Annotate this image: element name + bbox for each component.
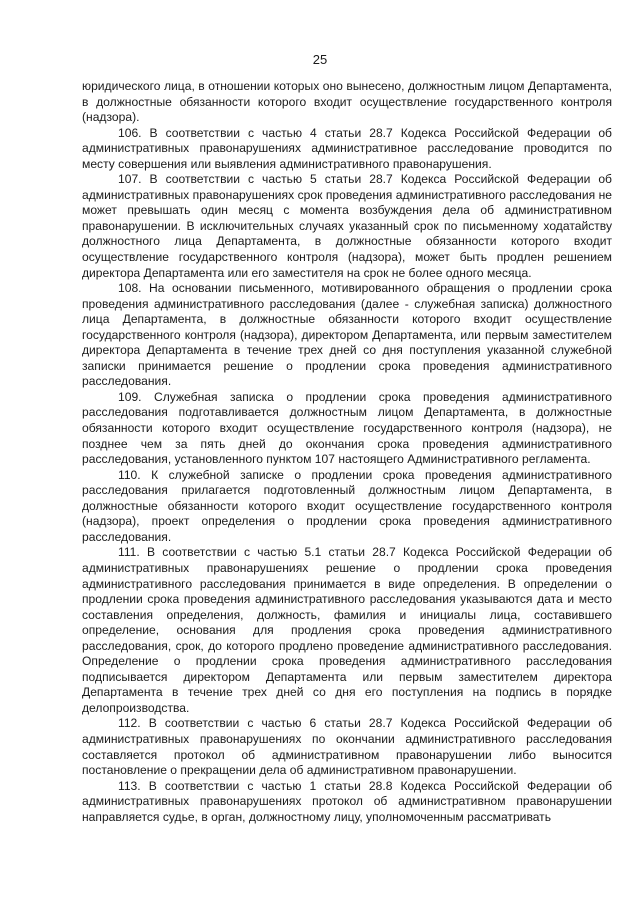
paragraph-109: 109. Служебная записка о продлении срока проведения административного расследования подготавливается должностным лицом Департамента, в должностные обязанности которого входит осуществление государственного контроля (надзора), не позднее чем за пять дней до окончания срока проведения административного расследования, установленного пунктом 107 настоящего Административного регламента. — [82, 389, 612, 467]
paragraph-108: 108. На основании письменного, мотивированного обращения о продлении срока проведения административного расследования (далее - служебная записка) должностного лица Департамента, в должностные обязанности которого входит осуществление государственного контроля (надзора), директором Департамента, или первым заместителем директора Департамента в течение трех дней со дня поступления указанной служебной записки принимается решение о продлении срока проведения административного расследования. — [82, 281, 612, 389]
paragraph-112: 112. В соответствии с частью 6 статьи 28.7 Кодекса Российской Федерации об административных правонарушениях по окончании административного расследования составляется протокол об административном правонарушении либо выносится постановление о прекращении дела об административном правонарушении. — [82, 716, 612, 778]
paragraph-107: 107. В соответствии с частью 5 статьи 28.7 Кодекса Российской Федерации об административных правонарушениях срок проведения административного расследования не может превышать один месяц с момента возбуждения дела об административном правонарушении. В исключительных случаях указанный срок по письменному ходатайству должностного лица Департамента, в должностные обязанности которого входит осуществление государственного контроля (надзора), может быть продлен решением директора Департамента или его заместителя на срок не более одного месяца. — [82, 172, 612, 280]
paragraph-111: 111. В соответствии с частью 5.1 статьи 28.7 Кодекса Российской Федерации об административных правонарушениях решение о продлении срока проведения административного расследования принимается в виде определения. В определении о продлении срока проведения административного расследования указываются дата и место составления определения, должность, фамилия и инициалы лица, составившего определение, основания для продления срока проведения административного расследования, срок, до которого продлено проведение административного расследования. Определение о продлении срока проведения административного расследования подписывается директором Департамента или первым заместителем директора Департамента в течение трех дней со дня его поступления на подпись в порядке делопроизводства. — [82, 545, 612, 715]
paragraph-106: 106. В соответствии с частью 4 статьи 28.7 Кодекса Российской Федерации об административных правонарушениях административное расследование проводится по месту совершения или выявления административного правонарушения. — [82, 125, 612, 171]
document-body — [82, 79, 612, 825]
paragraph-113: 113. В соответствии с частью 1 статьи 28.8 Кодекса Российской Федерации об административных правонарушениях протокол об административном правонарушении направляется судье, в орган, должностному лицу, уполномоченным рассматривать — [82, 778, 612, 824]
paragraph-110: 110. К служебной записке о продлении срока проведения административного расследования прилагается подготовленный должностным лицом Департамента, в должностные обязанности которого входит осуществление государственного контроля (надзора), проект определения о продлении срока проведения административного расследования. — [82, 467, 612, 544]
page-number: 25 — [312, 52, 328, 67]
paragraph-continuation: юридического лица, в отношении которых оно вынесено, должностным лицом Департамента, в должностные обязанности которого входит осуществление государственного контроля (надзора). — [82, 79, 612, 125]
